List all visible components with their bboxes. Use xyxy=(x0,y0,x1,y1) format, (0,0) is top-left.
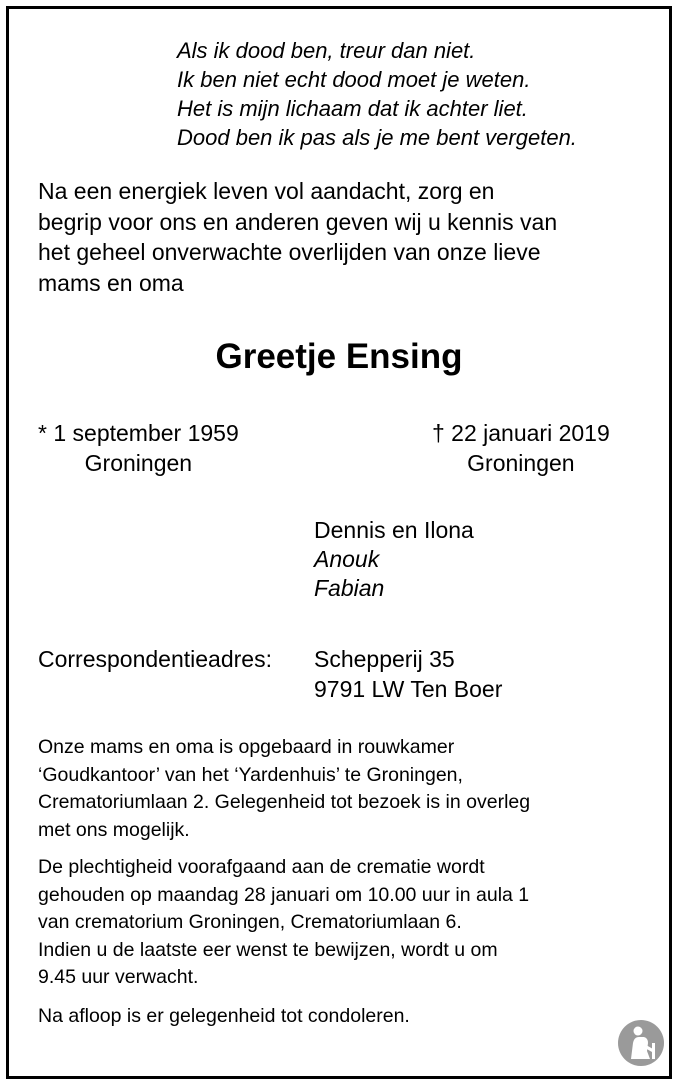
poem-line: Ik ben niet echt dood moet je weten. xyxy=(177,67,531,92)
intro-line: het geheel onverwachte overlijden van onze lieve xyxy=(38,239,541,265)
paragraph-line: van crematorium Groningen, Crematoriumlaan 6. xyxy=(38,911,462,933)
family-parents: Dennis en Ilona xyxy=(314,517,474,543)
paragraph-line: gehouden op maandag 28 januari om 10.00 uur in aula 1 xyxy=(38,883,530,906)
poem xyxy=(177,36,577,152)
family-grandchild: Anouk xyxy=(314,546,380,572)
paragraph-line: Onze mams en oma is opgebaard in rouwkamer xyxy=(38,736,455,758)
paragraph-line: Crematoriumlaan 2. Gelegenheid tot bezoek is in overleg xyxy=(38,791,531,813)
poem-line: Het is mijn lichaam dat ik achter liet. xyxy=(177,96,528,121)
address-city: 9791 LW Ten Boer xyxy=(314,676,503,702)
poem-line: Als ik dood ben, treur dan niet. xyxy=(177,38,476,63)
paragraph-line: ‘Goudkantoor’ van het ‘Yardenhuis’ te Groningen, xyxy=(38,763,463,786)
deceased-name: Greetje Ensing xyxy=(215,337,463,376)
birth-date: * 1 september 1959 xyxy=(38,420,239,446)
viewing-paragraph xyxy=(38,734,530,844)
paragraph-line: 9.45 uur verwacht. xyxy=(38,966,199,988)
address-street: Schepperij 35 xyxy=(314,646,455,672)
correspondence-address xyxy=(314,644,502,704)
condolence-paragraph: Na afloop is er gelegenheid tot condoleren. xyxy=(38,1005,410,1027)
birth-place: Groningen xyxy=(84,450,193,476)
family-grandchild: Fabian xyxy=(314,575,385,601)
family-list xyxy=(314,516,474,603)
death-block xyxy=(432,418,610,478)
poem-line: Dood ben ik pas als je me bent vergeten. xyxy=(177,125,577,150)
ceremony-paragraph xyxy=(38,854,529,992)
intro-text xyxy=(38,176,557,298)
intro-line: Na een energiek leven vol aandacht, zorg en xyxy=(38,178,495,204)
death-place: Groningen xyxy=(467,450,575,476)
paragraph-line: Indien u de laatste eer wenst te bewijzen, wordt u om xyxy=(38,938,498,961)
mourning-figure-icon xyxy=(617,1019,665,1067)
paragraph-line: De plechtigheid voorafgaand aan de crematie wordt xyxy=(38,856,485,878)
death-date: † 22 januari 2019 xyxy=(432,420,610,446)
intro-line: mams en oma xyxy=(38,269,184,296)
intro-line: begrip voor ons en anderen geven wij u kennis van xyxy=(38,208,558,235)
correspondence-label: Correspondentieadres: xyxy=(38,646,272,672)
birth-block xyxy=(38,418,239,478)
paragraph-line: met ons mogelijk. xyxy=(38,818,190,841)
